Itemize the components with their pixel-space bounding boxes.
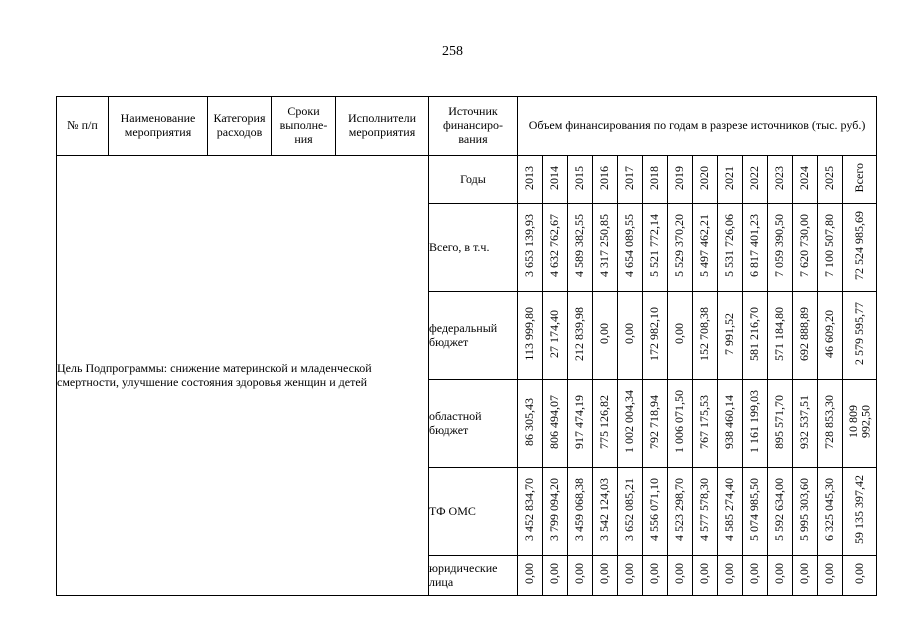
year-label: 2015 [572, 165, 587, 190]
value: 581 216,70 [747, 306, 762, 361]
value: 4 577 578,30 [697, 478, 712, 542]
value: 0,00 [797, 563, 812, 585]
total-value-cell [843, 556, 877, 596]
value-cell [818, 556, 843, 596]
page-number: 258 [442, 44, 463, 59]
col-header-funding: Объем финансирования по годам в разрезе источников (тыс. руб.) [518, 97, 877, 156]
value-cell [743, 380, 768, 468]
value: 895 571,70 [772, 394, 787, 449]
value-cell [668, 204, 693, 292]
value: 0,00 [622, 563, 637, 585]
value: 0,00 [722, 563, 737, 585]
value: 5 521 772,14 [647, 214, 662, 278]
value: 792 718,94 [647, 394, 662, 449]
value-cell [643, 204, 668, 292]
value-cell [718, 292, 743, 380]
value-cell [618, 380, 643, 468]
value: 5 592 634,00 [772, 478, 787, 542]
value-cell [743, 204, 768, 292]
total-value: 10 809 992,50 [845, 405, 873, 439]
value-cell [693, 204, 718, 292]
value: 3 653 139,93 [522, 214, 537, 278]
year-label: 2017 [622, 165, 637, 190]
value-cell [593, 468, 618, 556]
value: 0,00 [597, 563, 612, 585]
value-cell [543, 292, 568, 380]
value: 5 529 370,20 [672, 214, 687, 278]
value: 152 708,38 [697, 306, 712, 361]
value-cell [593, 380, 618, 468]
year-cell [643, 156, 668, 204]
value: 7 991,52 [722, 312, 737, 355]
value-cell [768, 380, 793, 468]
value: 0,00 [697, 563, 712, 585]
value-cell [793, 292, 818, 380]
year-cell [743, 156, 768, 204]
col-header-source: Источник финансиро-вания [429, 97, 518, 156]
value-cell [743, 292, 768, 380]
value: 0,00 [597, 323, 612, 345]
value-cell [518, 292, 543, 380]
year-label: 2022 [747, 165, 762, 190]
value-cell [568, 204, 593, 292]
value: 0,00 [547, 563, 562, 585]
year-cell [543, 156, 568, 204]
value-cell [818, 468, 843, 556]
value-cell [593, 292, 618, 380]
year-label: 2024 [797, 165, 812, 190]
year-label: 2014 [547, 165, 562, 190]
value-cell [718, 380, 743, 468]
value-cell [768, 468, 793, 556]
value-cell [543, 380, 568, 468]
value-cell [568, 292, 593, 380]
year-label: 2018 [647, 165, 662, 190]
value: 3 542 124,03 [597, 478, 612, 542]
value: 728 853,30 [822, 394, 837, 449]
source-federal: федеральный бюджет [429, 292, 518, 380]
value-cell [793, 556, 818, 596]
value-cell [568, 556, 593, 596]
value: 46 609,20 [822, 309, 837, 358]
value: 0,00 [622, 323, 637, 345]
year-cell [693, 156, 718, 204]
value: 4 523 298,70 [672, 478, 687, 542]
year-cell [793, 156, 818, 204]
value-cell [543, 468, 568, 556]
value: 571 184,80 [772, 306, 787, 361]
year-label: 2020 [697, 165, 712, 190]
col-header-number: № п/п [57, 97, 109, 156]
year-cell [618, 156, 643, 204]
value: 4 585 274,40 [722, 478, 737, 542]
value: 4 556 071,10 [647, 478, 662, 542]
col-header-name: Наименование мероприятия [109, 97, 208, 156]
value: 0,00 [822, 563, 837, 585]
value-cell [618, 468, 643, 556]
value: 0,00 [672, 323, 687, 345]
value: 3 459 068,38 [572, 478, 587, 542]
col-header-category: Категория расходов [208, 97, 272, 156]
value: 0,00 [772, 563, 787, 585]
subprogram-goal: Цель Подпрограммы: снижение материнской и младенческой смертности, улучшение состояния здоровья женщин и детей [57, 156, 429, 596]
financing-table [56, 96, 877, 596]
value: 27 174,40 [547, 309, 562, 358]
total-value-cell [843, 292, 877, 380]
value-cell [743, 468, 768, 556]
value-cell [518, 380, 543, 468]
value: 6 325 045,30 [822, 478, 837, 542]
year-cell [593, 156, 618, 204]
value-cell [793, 204, 818, 292]
total-value: 72 524 985,69 [851, 211, 866, 281]
value: 1 161 199,03 [747, 390, 762, 454]
total-value: 59 135 397,42 [851, 475, 866, 545]
value-cell [618, 292, 643, 380]
year-label: 2023 [772, 165, 787, 190]
value: 1 002 004,34 [622, 390, 637, 454]
total-value: 0,00 [851, 563, 866, 585]
col-header-executors: Исполнители мероприятия [336, 97, 429, 156]
value: 3 452 834,70 [522, 478, 537, 542]
value: 0,00 [747, 563, 762, 585]
total-value-cell [843, 468, 877, 556]
years-row [57, 156, 877, 204]
value: 775 126,82 [597, 394, 612, 449]
year-label: 2021 [722, 165, 737, 190]
value: 4 654 089,55 [622, 214, 637, 278]
total-header-label: Всего [851, 162, 866, 193]
value-cell [668, 380, 693, 468]
total-value: 2 579 595,77 [851, 302, 866, 366]
value-cell [643, 468, 668, 556]
source-tfoms: ТФ ОМС [429, 468, 518, 556]
year-cell [768, 156, 793, 204]
value-cell [693, 556, 718, 596]
source-legal: юридические лица [429, 556, 518, 596]
year-label: 2025 [822, 165, 837, 190]
value-cell [618, 556, 643, 596]
value: 692 888,89 [797, 306, 812, 361]
year-cell [718, 156, 743, 204]
value: 0,00 [672, 563, 687, 585]
year-cell [568, 156, 593, 204]
total-value-cell [843, 380, 877, 468]
value-cell [643, 292, 668, 380]
value-cell [518, 556, 543, 596]
value-cell [818, 380, 843, 468]
value-cell [793, 468, 818, 556]
value: 212 839,98 [572, 306, 587, 361]
value: 5 497 462,21 [697, 214, 712, 278]
value-cell [718, 204, 743, 292]
value-cell [568, 380, 593, 468]
value-cell [518, 204, 543, 292]
source-regional: областной бюджет [429, 380, 518, 468]
value: 113 999,80 [522, 306, 537, 361]
value-cell [718, 468, 743, 556]
value-cell [518, 468, 543, 556]
value: 917 474,19 [572, 394, 587, 449]
value-cell [543, 204, 568, 292]
value-cell [693, 292, 718, 380]
value-cell [818, 204, 843, 292]
value-cell [768, 204, 793, 292]
value-cell [768, 292, 793, 380]
value-cell [718, 556, 743, 596]
total-header-cell [843, 156, 877, 204]
value: 5 074 985,50 [747, 478, 762, 542]
value-cell [618, 204, 643, 292]
value: 938 460,14 [722, 394, 737, 449]
value: 6 817 401,23 [747, 214, 762, 278]
year-cell [668, 156, 693, 204]
header-row [57, 97, 877, 156]
year-cell [518, 156, 543, 204]
value: 3 799 094,20 [547, 478, 562, 542]
value: 3 652 085,21 [622, 478, 637, 542]
value: 806 494,07 [547, 394, 562, 449]
value-cell [743, 556, 768, 596]
source-total: Всего, в т.ч. [429, 204, 518, 292]
value-cell [643, 556, 668, 596]
year-label: 2013 [522, 165, 537, 190]
years-label: Годы [429, 156, 518, 204]
col-header-deadline: Сроки выполне-ния [272, 97, 336, 156]
value-cell [693, 380, 718, 468]
value: 0,00 [572, 563, 587, 585]
year-cell [818, 156, 843, 204]
value-cell [568, 468, 593, 556]
value-cell [668, 468, 693, 556]
year-label: 2019 [672, 165, 687, 190]
year-label: 2016 [597, 165, 612, 190]
value: 7 059 390,50 [772, 214, 787, 278]
value-cell [668, 292, 693, 380]
value: 7 100 507,80 [822, 214, 837, 278]
total-value-cell [843, 204, 877, 292]
value: 86 305,43 [522, 397, 537, 446]
value: 5 995 303,60 [797, 478, 812, 542]
value-cell [668, 556, 693, 596]
value: 5 531 726,06 [722, 214, 737, 278]
value-cell [593, 204, 618, 292]
value: 0,00 [522, 563, 537, 585]
value: 1 006 071,50 [672, 390, 687, 454]
value-cell [593, 556, 618, 596]
value: 4 317 250,85 [597, 214, 612, 278]
value: 767 175,53 [697, 394, 712, 449]
value: 172 982,10 [647, 306, 662, 361]
value: 4 632 762,67 [547, 214, 562, 278]
value: 7 620 730,00 [797, 214, 812, 278]
value-cell [693, 468, 718, 556]
value-cell [768, 556, 793, 596]
value: 0,00 [647, 563, 662, 585]
value-cell [643, 380, 668, 468]
value-cell [543, 556, 568, 596]
value: 4 589 382,55 [572, 214, 587, 278]
value: 932 537,51 [797, 394, 812, 449]
value-cell [818, 292, 843, 380]
value-cell [793, 380, 818, 468]
